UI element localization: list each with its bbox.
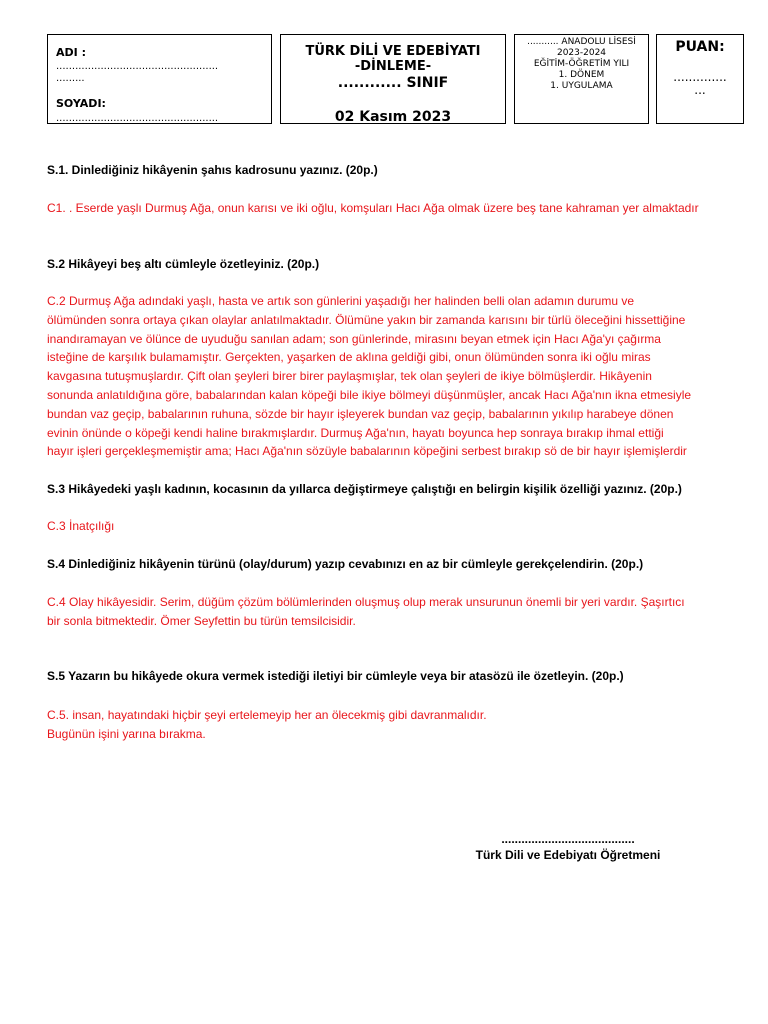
question-5: S.5 Yazarın bu hikâyede okura vermek istediği iletiyi bir cümleyle veya bir atasözü ile özetleyin. (20p.): [47, 669, 624, 683]
name-label: ADI :: [56, 46, 86, 59]
class-field: ............ SINIF: [337, 75, 449, 91]
answer-line: evinin önünde o köpeği kendi haline bırakmışlardır. Durmuş Ağa'nın, hayatı boyunca hep sonraya bırakıp ihmal ettiği: [47, 425, 664, 440]
answer-3: [47, 517, 747, 536]
teacher-title: Türk Dili ve Edebiyatı Öğretmeni: [475, 848, 661, 862]
answer-line: bundan vaz geçip, babalarının ruhuna, sözde bir hayır işleyerek bundan vaz geçip, babalarının yıkılıp harabeye dönen: [47, 406, 674, 421]
signature-dots: ........................................: [501, 832, 635, 846]
answer-line: inandıramayan ve ölünce de uyuduğu sanılan adam; son günlerinde, mirasını beyan etmek için Hacı Ağa'yı çağırma: [47, 331, 661, 346]
answer-line: isteğine de karşılık bulamamıştır. Gerçekten, yaşarken de aklına geldiği gibi, onun ölümünden sonra iki oğlu miras: [47, 350, 651, 365]
surname-label: SOYADI:: [56, 97, 106, 110]
answer-line: hayır işleri gerçekleşmemiştir ama; Hacı Ağa'nın sözüyle babalarının köpeğini serbest bırakıp sö de bir hayır işlemişlerdir: [47, 444, 687, 459]
answer-4: [47, 593, 747, 631]
name-dots: ...................................................: [56, 61, 219, 72]
answer-2: [47, 292, 747, 461]
term: 1. DÖNEM: [558, 70, 605, 80]
school-info-box: [514, 34, 649, 124]
school-year-label: EĞİTİM-ÖĞRETİM YILI: [533, 59, 630, 69]
exam-date: 02 Kasım 2023: [334, 109, 452, 124]
answer-line: sonunda anlatıldığına göre, babalarından kalan köpeği bile ikiye bölmeyi düşünmüşler, ancak Hacı Ağa'nın ikna etmesiyle: [47, 387, 692, 402]
answer-line: C1. . Eserde yaşlı Durmuş Ağa, onun karısı ve iki oğlu, komşuları Hacı Ağa olmak üzere beş tane kahraman yer almaktadır: [47, 201, 699, 215]
signature-block: [440, 832, 696, 862]
name-dots-continued: .........: [56, 73, 85, 84]
answer-line: C.3 İnatçılığı: [47, 519, 115, 533]
answer-5: [47, 706, 747, 744]
answer-line: kavgasına tutuşmuşlardır. Çift olan şeyleri birer birer paylaşmışlar, tek olan şeyleri de ikiye bölmüşlerdir. Hikâyenin: [47, 369, 652, 384]
student-name-box: [47, 34, 272, 124]
course-title: TÜRK DİLİ VE EDEBİYATI: [305, 44, 481, 59]
score-box: [656, 34, 744, 124]
question-4: S.4 Dinlediğiniz hikâyenin türünü (olay/durum) yazıp cevabınızı en az bir cümleyle gerekçelendirin. (20p.): [47, 557, 644, 571]
question-1: S.1. Dinlediğiniz hikâyenin şahıs kadrosunu yazınız. (20p.): [47, 163, 378, 177]
answer-line: bir sonla bitmektedir. Ömer Seyfettin bu türün temsilcisidir.: [47, 613, 356, 628]
score-dots-continued: ...: [694, 83, 706, 97]
score-dots: ..............: [673, 70, 727, 84]
answer-line: C.5. insan, hayatındaki hiçbir şeyi ertelemeyip her an ölecekmiş gibi davranmalıdır.: [47, 708, 487, 722]
answer-line: C.4 Olay hikâyesidir. Serim, düğüm çözüm bölümlerinden oluşmuş olup merak unsurunun önemli bir yeri vardır. Şaşırtıcı: [47, 595, 685, 609]
answer-1: [47, 199, 747, 218]
school-year: 2023-2024: [556, 48, 607, 58]
score-label: PUAN:: [675, 39, 725, 55]
question-2: S.2 Hikâyeyi beş altı cümleyle özetleyiniz. (20p.): [47, 257, 320, 271]
question-3: S.3 Hikâyedeki yaşlı kadının, kocasının da yıllarca değiştirmeye çalıştığı en belirgin kişilik özelliği yazınız. (20p.): [47, 482, 682, 496]
exam-type: -DİNLEME-: [354, 59, 432, 74]
exam-title-box: [280, 34, 506, 124]
answer-line: Bugünün işini yarına bırakma.: [47, 726, 206, 741]
application: 1. UYGULAMA: [550, 81, 613, 91]
surname-dots: ...................................................: [56, 113, 219, 124]
answer-line: ölümünden sonra ortaya çıkan olaylar anlatılmaktadır. Ölümüne yakın bir zamanda karısını bir türlü öleceğini hissettiğine: [47, 312, 686, 327]
school-name: ........... ANADOLU LİSESİ: [527, 37, 636, 47]
answer-line: C.2 Durmuş Ağa adındaki yaşlı, hasta ve artık son günlerini yaşadığı her halinden belli olan adamın durumu ve: [47, 294, 635, 308]
